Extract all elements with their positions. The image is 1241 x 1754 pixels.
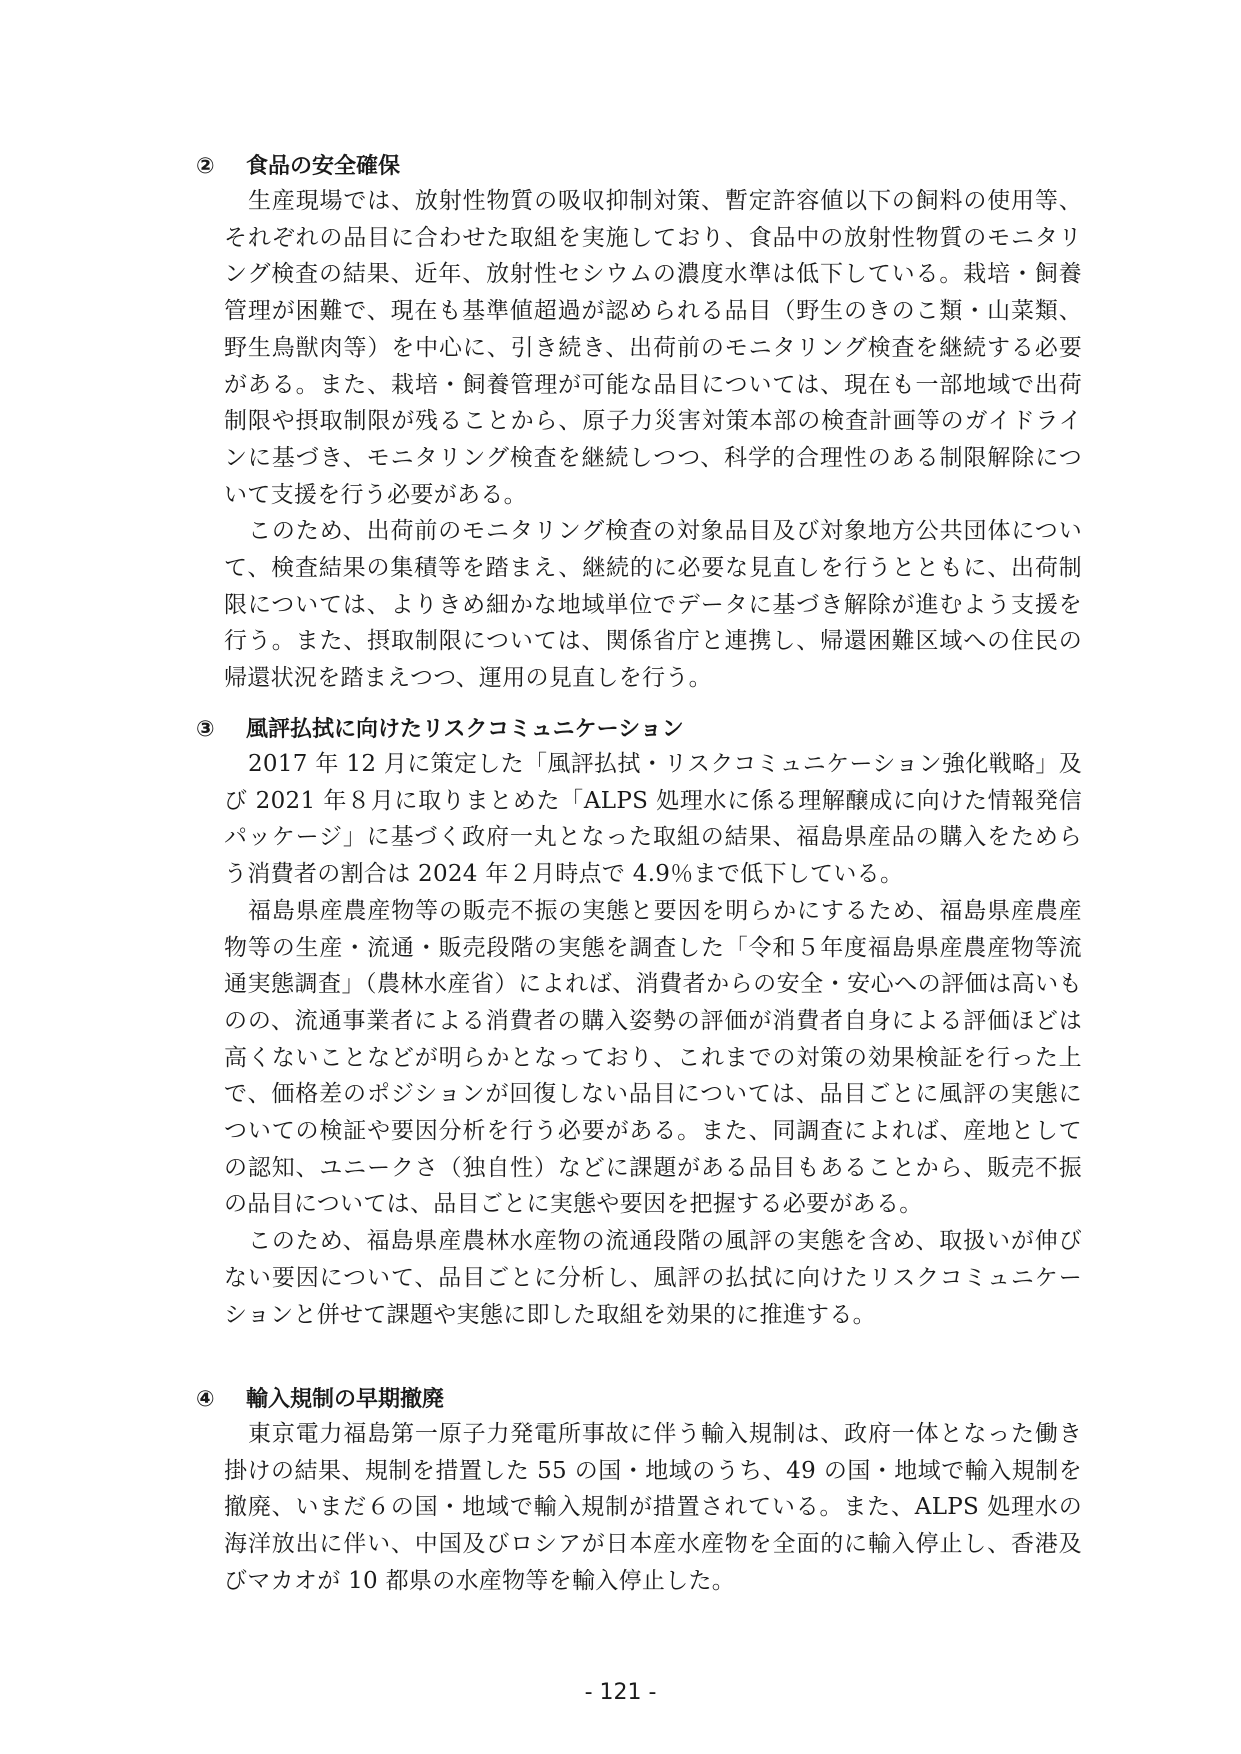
- paragraph: 2017 年 12 月に策定した「風評払拭・リスクコミュニケーション強化戦略」及び 2021 年８月に取りまとめた「ALPS 処理水に係る理解醸成に向けた情報発信パッケージ」に基づく政府一丸となった取組の結果、福島県産品の購入をためらう消費者の割合は 2024 年２月時点で 4.9％まで低下している。: [224, 751, 1082, 888]
- section-title: 風評払拭に向けたリスクコミュニケーション: [246, 717, 684, 742]
- paragraph: 福島県産農産物等の販売不振の実態と要因を明らかにするため、福島県産農産物等の生産・流通・販売段階の実態を調査した「令和５年度福島県産農産物等流通実態調査」（農林水産省）によれば、消費者からの安全・安心への評価は高いものの、流通事業者による消費者の購入姿勢の評価が消費者自身による評価ほどは高くないことなどが明らかとなっており、これまでの対策の効果検証を行った上で、価格差のポジションが回復しない品目については、品目ごとに風評の実態についての検証や要因分析を行う必要がある。また、同調査によれば、産地としての認知、ユニークさ（独自性）などに課題がある品目もあることから、販売不振の品目については、品目ごとに実態や要因を把握する必要がある。: [224, 897, 1082, 1218]
- page-number: - 121 -: [584, 1680, 657, 1705]
- section-title: 食品の安全確保: [246, 154, 401, 179]
- paragraph: 東京電力福島第一原子力発電所事故に伴う輸入規制は、政府一体となった働き掛けの結果、規制を措置した 55 の国・地域のうち、49 の国・地域で輸入規制を撤廃、いまだ６の国・地域で輸入規制が措置されている。また、ALPS 処理水の海洋放出に伴い、中国及びロシアが日本産水産物を全面的に輸入停止し、香港及びマカオが 10 都県の水産物等を輸入停止した。: [224, 1421, 1082, 1594]
- section-food-safety: [196, 151, 1082, 697]
- section-import-regulations: [196, 1384, 1082, 1600]
- paragraph: このため、福島県産農林水産物の流通段階の風評の実態を含め、取扱いが伸びない要因について、品目ごとに分析し、風評の払拭に向けたリスクコミュニケーションと併せて課題や実態に即した取組を効果的に推進する。: [224, 1228, 1082, 1328]
- section-title: 輸入規制の早期撤廃: [246, 1387, 445, 1412]
- paragraph: 生産現場では、放射性物質の吸収抑制対策、暫定許容値以下の飼料の使用等、それぞれの品目に合わせた取組を実施しており、食品中の放射性物質のモニタリング検査の結果、近年、放射性セシウムの濃度水準は低下している。栽培・飼養管理が困難で、現在も基準値超過が認められる品目（野生のきのこ類・山菜類、野生鳥獣肉等）を中心に、引き続き、出荷前のモニタリング検査を継続する必要がある。また、栽培・飼養管理が可能な品目については、現在も一部地域で出荷制限や摂取制限が残ることから、原子力災害対策本部の検査計画等のガイドラインに基づき、モニタリング検査を継続しつつ、科学的合理性のある制限解除について支援を行う必要がある。: [224, 188, 1082, 508]
- paragraph: このため、出荷前のモニタリング検査の対象品目及び対象地方公共団体について、検査結果の集積等を踏まえ、継続的に必要な見直しを行うとともに、出荷制限については、よりきめ細かな地域単位でデータに基づき解除が進むよう支援を行う。また、摂取制限については、関係省庁と連携し、帰還困難区域への住民の帰還状況を踏まえつつ、運用の見直しを行う。: [224, 518, 1082, 692]
- section-heading: [196, 151, 1082, 183]
- section-number: ③: [196, 717, 215, 742]
- section-heading: [196, 1384, 1082, 1416]
- section-number: ④: [196, 1387, 215, 1412]
- section-risk-communication: [196, 714, 1082, 1333]
- section-heading: [196, 714, 1082, 746]
- section-number: ②: [196, 154, 215, 179]
